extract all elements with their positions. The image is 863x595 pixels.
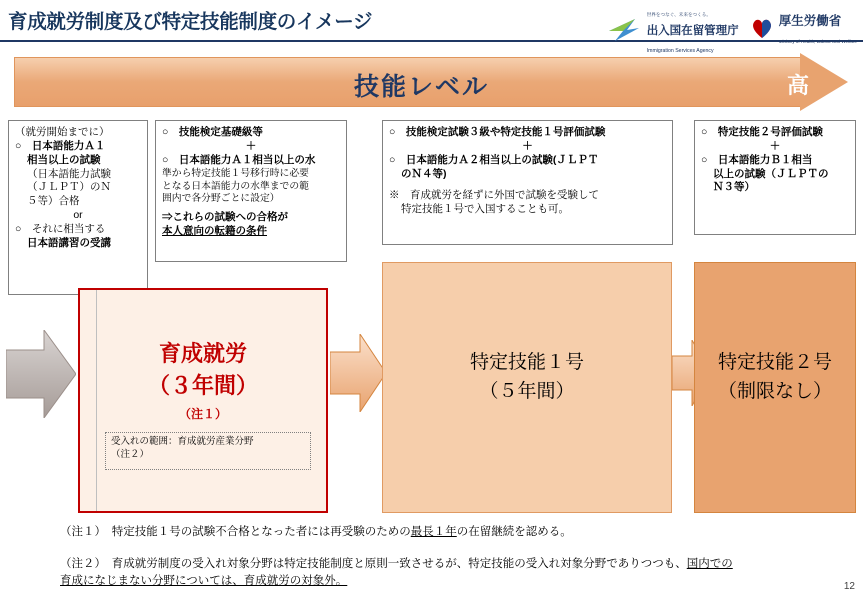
flow-box-ikusei-note: （注１） bbox=[178, 407, 227, 421]
condition-line: ※ 育成就労を経ずに外国で試験を受験して bbox=[389, 189, 599, 202]
condition-line: ○ 日本語能力Ｂ１相当 bbox=[701, 153, 813, 166]
condition-line: ＋ bbox=[769, 139, 781, 152]
flow-box-tokutei-ginou-1 bbox=[382, 262, 672, 513]
footnote-1-body-b: の在留継続を認める。 bbox=[456, 526, 572, 538]
slide-header bbox=[0, 0, 863, 54]
flow-box-tokutei1-label bbox=[383, 349, 671, 406]
condition-line: ＋ bbox=[245, 139, 257, 152]
mhlw-logo bbox=[749, 12, 857, 48]
flow-box-tokutei1-line2: （５年間） bbox=[479, 380, 575, 402]
condition-box-entry-requirements bbox=[8, 120, 148, 295]
condition-line: ⇒これらの試験への合格が bbox=[162, 211, 288, 224]
condition-box-tokutei1-requirements bbox=[382, 120, 673, 245]
condition-line: ○ 特定技能２号評価試験 bbox=[701, 126, 823, 138]
mhlw-mark-icon bbox=[749, 15, 775, 46]
skill-level-band bbox=[14, 57, 848, 107]
flow-box-tokutei1-line1: 特定技能１号 bbox=[469, 352, 584, 373]
condition-line: （日本語能力試験 bbox=[27, 167, 111, 180]
scope-line: 受入れの範囲：育成就労産業分野 bbox=[111, 436, 254, 447]
footnote-2 bbox=[60, 556, 850, 589]
flow-box-tokutei2-line2: （制限なし） bbox=[717, 380, 832, 402]
isa-mark-icon bbox=[605, 17, 643, 43]
flow-box-ikusei-title-line2: （３年間） bbox=[147, 372, 258, 398]
condition-line: ○ 日本語能力Ａ２相当以上の試験(ＪＬＰＴ bbox=[389, 153, 599, 166]
condition-line: Ｎ３等） bbox=[713, 181, 755, 194]
condition-line: ５等）合格 bbox=[27, 195, 80, 208]
mhlw-logo-text: 厚生労働省 Ministry of Health, Labour and Welfare bbox=[778, 14, 857, 44]
flow-box-ikusei-title bbox=[80, 338, 326, 402]
flow-box-tokutei2-label bbox=[695, 349, 855, 406]
scope-line: （注２） bbox=[111, 448, 150, 460]
condition-line: となる日本語能力の水準までの範 bbox=[162, 180, 309, 192]
page-number: 12 bbox=[843, 581, 855, 592]
footnote-1 bbox=[60, 524, 850, 541]
condition-line: 本人意向の転籍の条件 bbox=[162, 225, 267, 238]
condition-line bbox=[162, 154, 340, 168]
condition-line: or bbox=[73, 209, 83, 222]
isa-logo bbox=[605, 3, 739, 57]
condition-line: 相当以上の試験 bbox=[27, 153, 101, 166]
condition-line: 準から特定技能１号移行時に必要 bbox=[162, 167, 309, 179]
condition-line: ○ それに相当する bbox=[15, 223, 106, 236]
condition-box-transfer-requirements bbox=[155, 120, 347, 262]
footnote-1-underline: 最長１年 bbox=[410, 526, 457, 538]
flow-box-tokutei-ginou-2 bbox=[694, 262, 856, 513]
entry-arrow-icon bbox=[6, 330, 76, 418]
flow-box-ikusei-scope bbox=[105, 432, 311, 470]
logo-group bbox=[605, 3, 857, 57]
condition-line: 囲内で各分野ごとに設定） bbox=[162, 193, 280, 205]
footnote-2-body-a: 育成就労制度の受入れ対象分野は特定技能制度と原則一致させるが、特定技能の受入れ対象分野でありつつも、 bbox=[111, 558, 687, 570]
page-title: 育成就労制度及び特定技能制度のイメージ bbox=[8, 11, 373, 33]
footnote-2-underline-b: 育成になじまない分野については、育成就労の対象外。 bbox=[60, 574, 348, 587]
isa-logo-text: 世界をつなぐ、未来をつくる。 出入国在留管理庁 Immigration Services Agency bbox=[646, 12, 739, 54]
transition-arrow-1-icon bbox=[330, 334, 386, 412]
condition-box-tokutei2-requirements bbox=[694, 120, 856, 235]
condition-line: ○ 技能検定試験３級や特定技能１号評価試験 bbox=[389, 126, 606, 138]
footnote-2-underline-a: 国内での bbox=[686, 558, 733, 570]
condition-line: 特定技能１号で入国することも可。 bbox=[401, 203, 569, 216]
condition-line: ○ 日本語能力Ａ１ bbox=[15, 139, 106, 152]
condition-line: （ＪＬＰＴ）のＮ bbox=[27, 181, 111, 194]
condition-line: ＋ bbox=[522, 139, 533, 152]
footnote-1-prefix: （注１） bbox=[60, 526, 101, 538]
condition-line: 日本語講習の受講 bbox=[27, 236, 111, 249]
flow-box-ikusei-title-line1: 育成就労 bbox=[158, 341, 247, 366]
condition-line: ○ 技能検定基礎級等 bbox=[162, 126, 263, 138]
flow-box-ikusei-shuro bbox=[78, 288, 328, 513]
footnote-2-prefix: （注２） bbox=[60, 558, 101, 570]
condition-line: （就労開始までに） bbox=[15, 126, 110, 138]
condition-line: のＮ４等) bbox=[401, 167, 447, 180]
flow-box-tokutei2-line1: 特定技能２号 bbox=[717, 352, 832, 373]
skill-level-label: 技能レベル bbox=[354, 73, 490, 101]
condition-line-bold: ○ 日本語能力Ａ１相当以上の水 bbox=[162, 153, 316, 166]
skill-level-high-label: 高 bbox=[787, 73, 810, 98]
condition-line: 以上の試験（ＪＬＰＴの bbox=[713, 167, 829, 180]
footnote-1-body-a: 特定技能１号の試験不合格となった者には再受験のための bbox=[111, 526, 411, 538]
